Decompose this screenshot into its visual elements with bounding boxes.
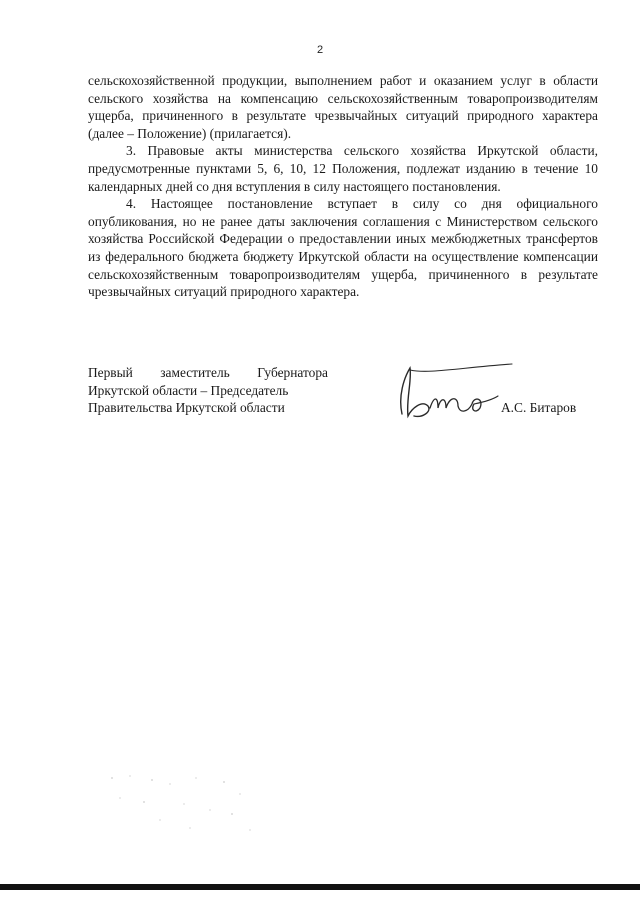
scan-bottom-border [0, 884, 640, 890]
scan-artifact-specks [100, 770, 260, 840]
paragraph-item-3: 3. Правовые акты министерства сельского хозяйства Иркутской области, предусмотренные пунктами 5, 6, 10, 12 Положения, подлежат изданию в течение 10 календарных дней со дня вступления в силу настоящего постановления. [88, 143, 598, 194]
position-line-2: Иркутской области – Председатель [88, 382, 289, 398]
paragraph-item-4: 4. Настоящее постановление вступает в силу со дня официального опубликования, но не ранее даты заключения соглашения с Министерством сельского хозяйства Российской Федерации о предоставлении иных межбюджетных трансфертов из федерального бюджета бюджету Иркутской области на осуществление компенсации сельскохозяйственным товаропроизводителям ущерба, причиненного в результате чрезвычайных ситуаций природного характера. [88, 196, 598, 300]
paragraph-continuation: сельскохозяйственной продукции, выполнением работ и оказанием услуг в области сельского хозяйства на компенсацию сельскохозяйственным товаропроизводителям ущерба, причиненного в результате чрезвычайных ситуаций природного характера (далее – Положение) (прилагается). [88, 73, 598, 141]
handwritten-signature [388, 356, 518, 428]
signer-name: А.С. Битаров [501, 400, 577, 415]
signature-block [88, 364, 608, 417]
position-line-1: Первый заместитель Губернатора [88, 365, 328, 380]
document-body [88, 72, 598, 301]
position-line-3: Правительства Иркутской области [88, 400, 285, 416]
page-number: 2 [316, 44, 324, 56]
